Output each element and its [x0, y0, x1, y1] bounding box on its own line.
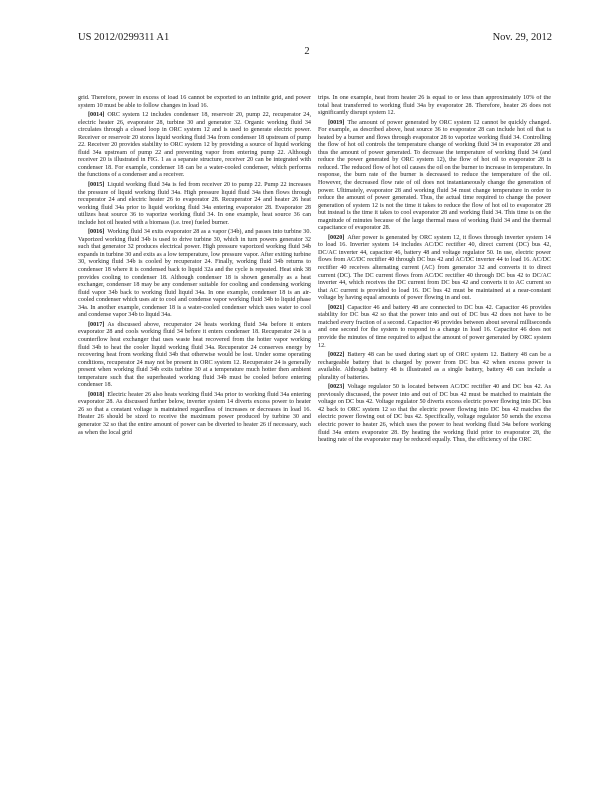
paragraph-text: As discussed above, recuperator 24 heats working fluid 34a before it enters evaporator 28 and cools working fluid 34 before it enters condenser 18. Recuperator 24 is a counterflow heat exchanger that uses waste heat recovered from the hotter vapor working fluid 34b to heat the cooler liquid working fluid 34a. Recuperator 24 conserves energy by recovering heat from working fluid 34b that otherwise would be lost. Under some operating conditions, recuperator 24 may not be present in ORC system 12. Recuperator 24 is generally present when working fluid 34b exits turbine 30 at a temperature much hotter then ambient temperature such that the superheated working fluid 34b must be cooled before entering condenser 18.	[78, 321, 311, 389]
paragraph-text: Capacitor 46 and battery 48 are connected to DC bus 42. Capacitor 46 provides stability for DC bus 42 so that the power into and out of DC bus 42 does not have to be matched every fraction of a second. Capacitor 46 provides between about several milliseconds and one second for the system to respond to a change in load 16. Capacitor 46 does not provide the minutes of time required to adjust the amount of power generated by ORC system 12.	[318, 304, 551, 349]
paragraph	[78, 392, 311, 437]
left-column	[78, 95, 311, 785]
paragraph-number: [0016]	[88, 229, 105, 236]
paragraph	[78, 95, 311, 110]
paragraph	[318, 95, 551, 118]
paragraph-number: [0021]	[328, 304, 345, 311]
paragraph-text: Liquid working fluid 34a is fed from receiver 20 to pump 22. Pump 22 increases the pressure of liquid working fluid 34a. High pressure liquid fluid 34a then flows through recuperator 24 and electric heater 26 to evaporator 28. Recuperator 24 and heater 26 heat working fluid 34a prior to liquid working fluid 34a entering evaporator 28. Evaporator 28 utilizes heat source 36 to vaporize working fluid 34. In one example, heat source 36 can include hot oil heated with a biomass (i.e. tree) fueled burner.	[78, 182, 311, 226]
paragraph-number: [0015]	[88, 182, 105, 189]
publication-date: Nov. 29, 2012	[492, 32, 552, 43]
page-number: 2	[304, 46, 310, 57]
paragraph	[318, 305, 551, 350]
paragraph-text: Voltage regulator 50 is located between AC/DC rectifier 40 and DC bus 42. As previously discussed, the power into and out of DC bus 42 must be matched to maintain the voltage on DC bus 42. Voltage regulator 50 diverts excess electric power flowing into DC bus 42 back to ORC system 12 so that the electric power flowing into DC bus 42 matches the electric power flowing out of DC bus 42. Specifically, voltage regulator 50 sends the excess electric power to heater 26, which uses the power to heat working fluid 34a before working fluid 34a enters evaporator 28. By heating the working fluid prior to evaporator 28, the heating rate of the evaporator may be reduced equally. Thus, the efficiency of the ORC	[318, 384, 551, 444]
paragraph	[78, 229, 311, 320]
paragraph	[318, 120, 551, 233]
paragraph-text: The amount of power generated by ORC system 12 cannot be quickly changed. For example, as described above, heat source 36 to evaporator 28 can include hot oil that is heated by a burner and flows through evaporator 28 to vaporize working fluid 34. Controlling the flow of hot oil controls the temperature change of working fluid 34 in evaporator 28 and thus the amount of power generated. To decrease the temperature of working fluid 34 (and reduce the power generated by ORC system 12), the flow of hot oil to evaporator 28 is reduced. The reduced flow of hot oil causes the oil on the burner to increase in temperature. In response, the burn rate of the burner is decreased to reduce the temperature of the oil. However, the decreased flow rate of oil does not instantaneously change the generation of power. Ultimately, evaporator 28 and working fluid 34 must change temperature in order to reduce the amount of power generated. Thus, the actual time required to change the power generation of system 12 is not the time it takes to reduce the flow of hot oil to evaporator 28 but instead is the time it takes to cool evaporator 28 and working fluid 34. This time is on the magnitude of minutes because of the large thermal mass of working fluid 34 and the thermal capacitance of evaporator 28.	[318, 119, 551, 232]
paragraph-number: [0019]	[328, 119, 345, 126]
paragraph-number: [0014]	[88, 112, 105, 119]
paragraph-text: After power is generated by ORC system 12, it flows through inverter system 14 to load 16. Inverter system 14 includes AC/DC rectifier 40, direct current (DC) bus 42, DC/AC inverter 44, capacitor 46, battery 48 and voltage regulator 50. In use, electric power flows from AC/DC rectifier 40 through DC bus 42 and AC/DC inverter 44 to load 16. AC/DC rectifier 40 receives alternating current (AC) from generator 32 and converts it to direct current (DC). The DC current flows from AC/DC rectifier 40 through DC bus 42 to DC/AC inverter 44, which receives the DC current from DC bus 42 and converts it to AC current so that AC current is provided to load 16. DC bus 42 must be maintained at a near-constant voltage by having equal amounts of power flowing in and out.	[318, 234, 551, 302]
paragraph-number: [0022]	[328, 352, 345, 359]
paragraph-number: [0020]	[328, 234, 345, 241]
right-column	[318, 95, 551, 785]
paragraph-text: Working fluid 34 exits evaporator 28 as a vapor (34b), and passes into turbine 30. Vaporized working fluid 34b is used to drive turbine 30, which in turn powers generator 32 such that generator 32 produces electrical power. High pressure vaporized working fluid 34b expands in turbine 30 and exits as a low temperature, low pressure vapor. After exiting turbine 30, working fluid 34b is cooled by recuperator 24. Finally, working fluid 34b returns to condenser 18 where it is condensed back to liquid 32a and the cycle is repeated. Heat sink 38 provides cooling to condenser 18. Although condenser 18 is shown generally as a heat exchanger, condenser 18 may be any condenser suitable for cooling and condensing working fluid vapor 34b back to working fluid liquid 34a. In one example, condenser 18 is an air-cooled condenser which uses air to cool and condense vapor working fluid 34b to liquid phase 34a. In another example, condenser 18 is a water-cooled condenser which uses water to cool and condense vapor 34b to liquid 34a.	[78, 229, 311, 319]
paragraph-text: trips. In one example, heat from heater 26 is equal to or less than approximately 10% of the total heat transferred to working fluid 34a by evaporator 28. Therefore, heater 26 does not significantly disrupt system 12.	[318, 95, 551, 117]
paragraph	[318, 352, 551, 382]
paragraph-number: [0017]	[88, 321, 105, 328]
paragraph-text: grid. Therefore, power in excess of load 16 cannot be exported to an infinite grid, and power system 10 must be able to follow changes in load 16.	[78, 95, 311, 109]
paragraph-number: [0023]	[328, 384, 345, 391]
paragraph-text: Battery 48 can be used during start up of ORC system 12. Battery 48 can be a rechargeable battery that is charged by power from DC bus 42 when excess power is available. Although battery 48 is illustrated as a single battery, battery 48 can include a plurality of batteries.	[318, 352, 551, 381]
paragraph-text: ORC system 12 includes condenser 18, reservoir 20, pump 22, recuperator 24, electric heater 26, evaporator 28, turbine 30 and generator 32. Organic working fluid 34 circulates through a closed loop in ORC system 12 and is used to generate electric power. Receiver or reservoir 20 stores liquid working fluid 34a from condenser 18 upstream of pump 22. Receiver 20 provides stability to ORC system 12 by providing a source of liquid working fluid 34a upstream of pump 22 and preventing vapor from entering pump 22. Although receiver 20 is illustrated in FIG. 1 as a separate structure, receiver 20 can be integrated with condenser 18. For example, condenser 18 can be a water-cooled condenser, which performs the functions of a condenser and a receiver.	[78, 112, 311, 179]
paragraph-text: Electric heater 26 also heats working fluid 34a prior to working fluid 34a entering evaporator 28. As discussed further below, inverter system 14 diverts excess power to heater 26 so that a constant voltage is maintained regardless of increases or decreases in load 16. Heater 26 should be sized to receive the maximum power produced by turbine 30 and generator 32 so that the entire amount of power can be diverted to heater 26 if necessary, such as when the local grid	[78, 391, 311, 436]
paragraph	[318, 384, 551, 444]
paragraph	[78, 112, 311, 180]
publication-number: US 2012/0299311 A1	[78, 32, 170, 43]
paragraph-number: [0018]	[88, 391, 105, 398]
paragraph	[78, 182, 311, 227]
paragraph	[318, 235, 551, 303]
paragraph	[78, 322, 311, 390]
